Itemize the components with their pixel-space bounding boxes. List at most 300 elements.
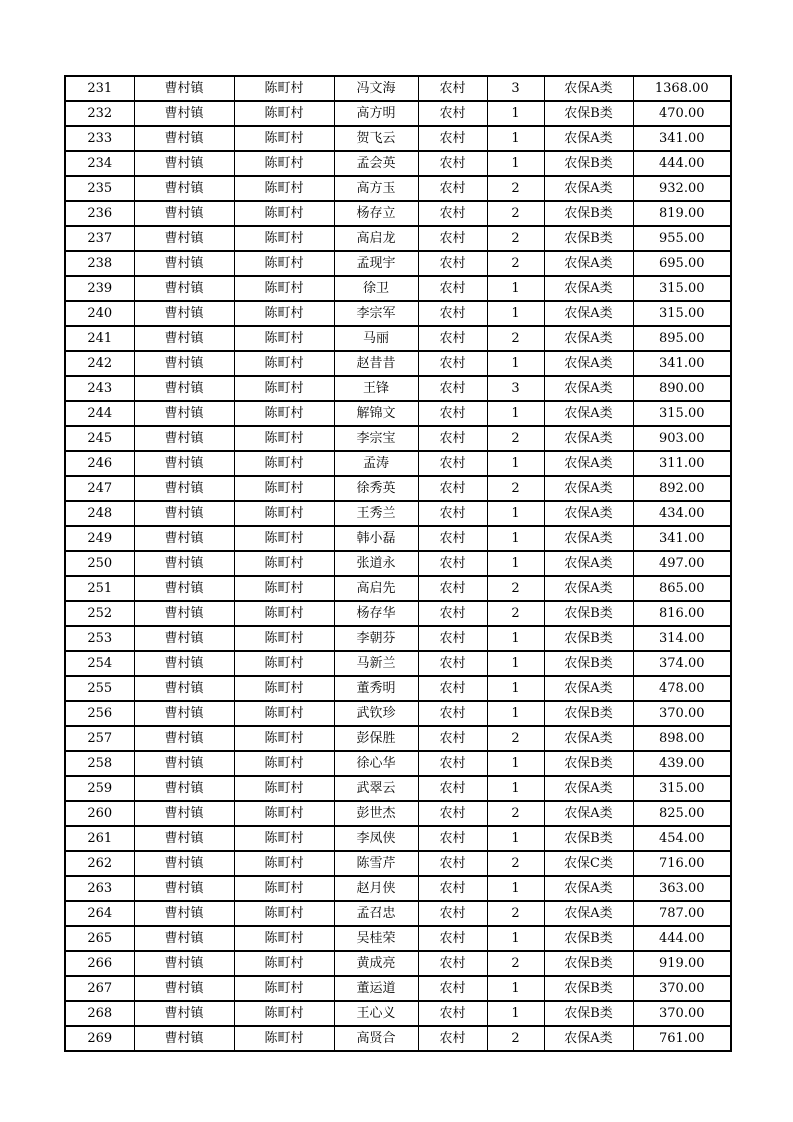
cell-village: 陈町村	[234, 851, 334, 876]
cell-amount: 1368.00	[633, 76, 731, 101]
cell-name: 孟会英	[334, 151, 418, 176]
cell-amount: 341.00	[633, 126, 731, 151]
cell-town: 曹村镇	[134, 276, 234, 301]
cell-count: 2	[487, 251, 544, 276]
table-row	[65, 476, 731, 501]
cell-village: 陈町村	[234, 1001, 334, 1026]
cell-town: 曹村镇	[134, 251, 234, 276]
cell-type: 农村	[418, 76, 487, 101]
cell-type: 农村	[418, 226, 487, 251]
table-row	[65, 976, 731, 1001]
table-row	[65, 576, 731, 601]
cell-village: 陈町村	[234, 576, 334, 601]
cell-count: 3	[487, 376, 544, 401]
cell-count: 1	[487, 101, 544, 126]
cell-town: 曹村镇	[134, 951, 234, 976]
cell-village: 陈町村	[234, 526, 334, 551]
cell-amount: 444.00	[633, 151, 731, 176]
cell-count: 2	[487, 576, 544, 601]
cell-count: 1	[487, 651, 544, 676]
cell-count: 1	[487, 876, 544, 901]
cell-town: 曹村镇	[134, 76, 234, 101]
cell-village: 陈町村	[234, 551, 334, 576]
cell-town: 曹村镇	[134, 476, 234, 501]
table-row	[65, 401, 731, 426]
cell-village: 陈町村	[234, 701, 334, 726]
cell-type: 农村	[418, 676, 487, 701]
cell-type: 农村	[418, 251, 487, 276]
cell-village: 陈町村	[234, 951, 334, 976]
cell-seq: 257	[65, 726, 134, 751]
cell-type: 农村	[418, 951, 487, 976]
cell-name: 李朝芬	[334, 626, 418, 651]
cell-name: 李凤侠	[334, 826, 418, 851]
cell-name: 韩小磊	[334, 526, 418, 551]
cell-seq: 249	[65, 526, 134, 551]
cell-count: 1	[487, 701, 544, 726]
cell-category: 农保B类	[544, 976, 633, 1001]
cell-name: 陈雪芹	[334, 851, 418, 876]
cell-village: 陈町村	[234, 976, 334, 1001]
cell-seq: 243	[65, 376, 134, 401]
cell-count: 1	[487, 451, 544, 476]
cell-count: 1	[487, 401, 544, 426]
cell-town: 曹村镇	[134, 1026, 234, 1051]
cell-name: 武翠云	[334, 776, 418, 801]
cell-type: 农村	[418, 926, 487, 951]
cell-type: 农村	[418, 876, 487, 901]
cell-category: 农保A类	[544, 776, 633, 801]
cell-town: 曹村镇	[134, 776, 234, 801]
cell-type: 农村	[418, 1026, 487, 1051]
cell-category: 农保A类	[544, 451, 633, 476]
cell-town: 曹村镇	[134, 526, 234, 551]
cell-name: 冯文海	[334, 76, 418, 101]
cell-village: 陈町村	[234, 176, 334, 201]
cell-name: 杨存华	[334, 601, 418, 626]
cell-category: 农保A类	[544, 76, 633, 101]
cell-name: 李宗军	[334, 301, 418, 326]
cell-count: 2	[487, 226, 544, 251]
table-row	[65, 351, 731, 376]
cell-type: 农村	[418, 376, 487, 401]
cell-town: 曹村镇	[134, 201, 234, 226]
cell-count: 1	[487, 301, 544, 326]
cell-seq: 261	[65, 826, 134, 851]
cell-type: 农村	[418, 751, 487, 776]
cell-town: 曹村镇	[134, 1001, 234, 1026]
cell-type: 农村	[418, 601, 487, 626]
cell-name: 孟现宇	[334, 251, 418, 276]
cell-village: 陈町村	[234, 251, 334, 276]
cell-village: 陈町村	[234, 826, 334, 851]
cell-seq: 263	[65, 876, 134, 901]
cell-seq: 262	[65, 851, 134, 876]
cell-category: 农保A类	[544, 501, 633, 526]
cell-type: 农村	[418, 426, 487, 451]
cell-amount: 898.00	[633, 726, 731, 751]
cell-amount: 363.00	[633, 876, 731, 901]
cell-count: 2	[487, 326, 544, 351]
cell-town: 曹村镇	[134, 376, 234, 401]
table-row	[65, 926, 731, 951]
cell-type: 农村	[418, 701, 487, 726]
cell-name: 黄成亮	[334, 951, 418, 976]
table-row	[65, 1001, 731, 1026]
cell-count: 1	[487, 776, 544, 801]
cell-name: 高启先	[334, 576, 418, 601]
cell-seq: 236	[65, 201, 134, 226]
table-row	[65, 776, 731, 801]
cell-amount: 374.00	[633, 651, 731, 676]
cell-amount: 315.00	[633, 401, 731, 426]
cell-name: 高贤合	[334, 1026, 418, 1051]
table-row	[65, 326, 731, 351]
cell-category: 农保B类	[544, 951, 633, 976]
table-row	[65, 501, 731, 526]
cell-village: 陈町村	[234, 651, 334, 676]
cell-type: 农村	[418, 476, 487, 501]
cell-amount: 370.00	[633, 701, 731, 726]
cell-village: 陈町村	[234, 926, 334, 951]
table-row	[65, 876, 731, 901]
cell-category: 农保B类	[544, 701, 633, 726]
table-row	[65, 1026, 731, 1051]
cell-seq: 267	[65, 976, 134, 1001]
cell-town: 曹村镇	[134, 226, 234, 251]
table-row	[65, 601, 731, 626]
cell-village: 陈町村	[234, 901, 334, 926]
cell-village: 陈町村	[234, 801, 334, 826]
cell-count: 2	[487, 426, 544, 451]
cell-category: 农保B类	[544, 151, 633, 176]
cell-amount: 454.00	[633, 826, 731, 851]
cell-category: 农保A类	[544, 1026, 633, 1051]
cell-village: 陈町村	[234, 201, 334, 226]
table-row	[65, 901, 731, 926]
cell-category: 农保B类	[544, 226, 633, 251]
cell-name: 董运道	[334, 976, 418, 1001]
cell-village: 陈町村	[234, 126, 334, 151]
cell-seq: 266	[65, 951, 134, 976]
cell-name: 王锋	[334, 376, 418, 401]
table-row	[65, 651, 731, 676]
cell-category: 农保A类	[544, 276, 633, 301]
cell-seq: 235	[65, 176, 134, 201]
cell-village: 陈町村	[234, 101, 334, 126]
cell-village: 陈町村	[234, 876, 334, 901]
cell-name: 彭世杰	[334, 801, 418, 826]
cell-village: 陈町村	[234, 326, 334, 351]
cell-town: 曹村镇	[134, 151, 234, 176]
table-row	[65, 751, 731, 776]
cell-town: 曹村镇	[134, 176, 234, 201]
cell-category: 农保B类	[544, 201, 633, 226]
table-row	[65, 801, 731, 826]
cell-town: 曹村镇	[134, 651, 234, 676]
cell-name: 赵昔昔	[334, 351, 418, 376]
cell-type: 农村	[418, 901, 487, 926]
cell-category: 农保A类	[544, 426, 633, 451]
cell-name: 李宗宝	[334, 426, 418, 451]
cell-category: 农保A类	[544, 801, 633, 826]
cell-amount: 816.00	[633, 601, 731, 626]
cell-village: 陈町村	[234, 276, 334, 301]
cell-amount: 370.00	[633, 976, 731, 1001]
table-row	[65, 851, 731, 876]
cell-town: 曹村镇	[134, 551, 234, 576]
cell-name: 王秀兰	[334, 501, 418, 526]
table-row	[65, 176, 731, 201]
table-row	[65, 551, 731, 576]
table-row	[65, 451, 731, 476]
cell-seq: 239	[65, 276, 134, 301]
cell-seq: 245	[65, 426, 134, 451]
cell-count: 1	[487, 351, 544, 376]
cell-name: 武钦珍	[334, 701, 418, 726]
cell-name: 高启龙	[334, 226, 418, 251]
cell-town: 曹村镇	[134, 301, 234, 326]
cell-category: 农保A类	[544, 876, 633, 901]
cell-town: 曹村镇	[134, 576, 234, 601]
cell-category: 农保A类	[544, 326, 633, 351]
cell-amount: 825.00	[633, 801, 731, 826]
cell-village: 陈町村	[234, 751, 334, 776]
cell-type: 农村	[418, 826, 487, 851]
cell-count: 2	[487, 851, 544, 876]
cell-name: 赵月侠	[334, 876, 418, 901]
cell-town: 曹村镇	[134, 601, 234, 626]
cell-village: 陈町村	[234, 676, 334, 701]
cell-seq: 253	[65, 626, 134, 651]
cell-category: 农保B类	[544, 601, 633, 626]
cell-name: 吴桂荣	[334, 926, 418, 951]
cell-amount: 919.00	[633, 951, 731, 976]
cell-village: 陈町村	[234, 151, 334, 176]
cell-type: 农村	[418, 576, 487, 601]
cell-amount: 311.00	[633, 451, 731, 476]
table-row	[65, 76, 731, 101]
cell-village: 陈町村	[234, 376, 334, 401]
cell-amount: 955.00	[633, 226, 731, 251]
cell-name: 彭保胜	[334, 726, 418, 751]
cell-town: 曹村镇	[134, 126, 234, 151]
cell-village: 陈町村	[234, 401, 334, 426]
cell-amount: 370.00	[633, 1001, 731, 1026]
cell-category: 农保A类	[544, 576, 633, 601]
cell-seq: 246	[65, 451, 134, 476]
table-row	[65, 376, 731, 401]
cell-type: 农村	[418, 976, 487, 1001]
cell-seq: 231	[65, 76, 134, 101]
cell-seq: 256	[65, 701, 134, 726]
cell-type: 农村	[418, 201, 487, 226]
cell-amount: 434.00	[633, 501, 731, 526]
cell-town: 曹村镇	[134, 451, 234, 476]
cell-category: 农保A类	[544, 251, 633, 276]
cell-amount: 315.00	[633, 776, 731, 801]
cell-category: 农保B类	[544, 926, 633, 951]
cell-type: 农村	[418, 626, 487, 651]
cell-category: 农保B类	[544, 826, 633, 851]
cell-type: 农村	[418, 801, 487, 826]
cell-town: 曹村镇	[134, 501, 234, 526]
cell-amount: 892.00	[633, 476, 731, 501]
cell-type: 农村	[418, 326, 487, 351]
cell-count: 2	[487, 726, 544, 751]
table-row	[65, 951, 731, 976]
table-row	[65, 726, 731, 751]
cell-seq: 244	[65, 401, 134, 426]
cell-seq: 260	[65, 801, 134, 826]
cell-amount: 932.00	[633, 176, 731, 201]
cell-type: 农村	[418, 651, 487, 676]
cell-category: 农保A类	[544, 351, 633, 376]
table-row	[65, 201, 731, 226]
cell-category: 农保A类	[544, 476, 633, 501]
cell-count: 1	[487, 826, 544, 851]
cell-category: 农保B类	[544, 751, 633, 776]
cell-name: 徐秀英	[334, 476, 418, 501]
table-row	[65, 276, 731, 301]
cell-seq: 240	[65, 301, 134, 326]
cell-name: 徐心华	[334, 751, 418, 776]
cell-type: 农村	[418, 151, 487, 176]
cell-village: 陈町村	[234, 226, 334, 251]
cell-village: 陈町村	[234, 601, 334, 626]
cell-category: 农保B类	[544, 1001, 633, 1026]
table-row	[65, 101, 731, 126]
cell-name: 徐卫	[334, 276, 418, 301]
cell-amount: 695.00	[633, 251, 731, 276]
cell-village: 陈町村	[234, 301, 334, 326]
cell-town: 曹村镇	[134, 626, 234, 651]
cell-seq: 237	[65, 226, 134, 251]
cell-name: 贺飞云	[334, 126, 418, 151]
cell-type: 农村	[418, 101, 487, 126]
cell-amount: 787.00	[633, 901, 731, 926]
cell-category: 农保A类	[544, 176, 633, 201]
cell-amount: 315.00	[633, 276, 731, 301]
pension-roster-table	[64, 75, 732, 1052]
cell-count: 1	[487, 551, 544, 576]
cell-category: 农保A类	[544, 301, 633, 326]
cell-village: 陈町村	[234, 476, 334, 501]
cell-amount: 341.00	[633, 351, 731, 376]
cell-town: 曹村镇	[134, 701, 234, 726]
cell-type: 农村	[418, 551, 487, 576]
cell-category: 农保A类	[544, 551, 633, 576]
cell-seq: 233	[65, 126, 134, 151]
cell-category: 农保A类	[544, 401, 633, 426]
table-row	[65, 526, 731, 551]
cell-seq: 252	[65, 601, 134, 626]
cell-village: 陈町村	[234, 776, 334, 801]
cell-seq: 264	[65, 901, 134, 926]
cell-town: 曹村镇	[134, 726, 234, 751]
table-row	[65, 826, 731, 851]
cell-amount: 444.00	[633, 926, 731, 951]
cell-village: 陈町村	[234, 351, 334, 376]
cell-count: 1	[487, 626, 544, 651]
cell-name: 孟召忠	[334, 901, 418, 926]
cell-seq: 241	[65, 326, 134, 351]
cell-count: 2	[487, 476, 544, 501]
cell-type: 农村	[418, 776, 487, 801]
cell-count: 2	[487, 601, 544, 626]
cell-name: 张道永	[334, 551, 418, 576]
cell-count: 1	[487, 276, 544, 301]
cell-type: 农村	[418, 176, 487, 201]
cell-amount: 903.00	[633, 426, 731, 451]
cell-name: 杨存立	[334, 201, 418, 226]
cell-category: 农保A类	[544, 376, 633, 401]
cell-type: 农村	[418, 276, 487, 301]
cell-category: 农保B类	[544, 651, 633, 676]
cell-town: 曹村镇	[134, 926, 234, 951]
table-row	[65, 426, 731, 451]
cell-seq: 259	[65, 776, 134, 801]
roster-body	[65, 76, 731, 1051]
cell-name: 解锦文	[334, 401, 418, 426]
table-row	[65, 151, 731, 176]
cell-seq: 232	[65, 101, 134, 126]
cell-amount: 315.00	[633, 301, 731, 326]
cell-type: 农村	[418, 401, 487, 426]
cell-town: 曹村镇	[134, 426, 234, 451]
cell-name: 王心义	[334, 1001, 418, 1026]
cell-seq: 255	[65, 676, 134, 701]
cell-count: 2	[487, 176, 544, 201]
cell-name: 马丽	[334, 326, 418, 351]
cell-count: 2	[487, 1026, 544, 1051]
cell-village: 陈町村	[234, 726, 334, 751]
cell-category: 农保A类	[544, 526, 633, 551]
cell-count: 2	[487, 801, 544, 826]
cell-village: 陈町村	[234, 626, 334, 651]
cell-town: 曹村镇	[134, 326, 234, 351]
cell-village: 陈町村	[234, 76, 334, 101]
cell-amount: 497.00	[633, 551, 731, 576]
cell-seq: 250	[65, 551, 134, 576]
cell-town: 曹村镇	[134, 401, 234, 426]
cell-count: 1	[487, 676, 544, 701]
table-row	[65, 626, 731, 651]
cell-seq: 238	[65, 251, 134, 276]
cell-category: 农保A类	[544, 126, 633, 151]
cell-category: 农保A类	[544, 901, 633, 926]
cell-seq: 248	[65, 501, 134, 526]
cell-village: 陈町村	[234, 451, 334, 476]
cell-category: 农保A类	[544, 676, 633, 701]
cell-category: 农保A类	[544, 726, 633, 751]
cell-amount: 865.00	[633, 576, 731, 601]
cell-amount: 478.00	[633, 676, 731, 701]
cell-town: 曹村镇	[134, 901, 234, 926]
cell-type: 农村	[418, 726, 487, 751]
cell-amount: 439.00	[633, 751, 731, 776]
cell-count: 1	[487, 1001, 544, 1026]
cell-amount: 761.00	[633, 1026, 731, 1051]
cell-seq: 258	[65, 751, 134, 776]
cell-seq: 268	[65, 1001, 134, 1026]
cell-name: 高方玉	[334, 176, 418, 201]
cell-village: 陈町村	[234, 501, 334, 526]
cell-type: 农村	[418, 526, 487, 551]
cell-name: 孟涛	[334, 451, 418, 476]
cell-name: 董秀明	[334, 676, 418, 701]
table-row	[65, 226, 731, 251]
